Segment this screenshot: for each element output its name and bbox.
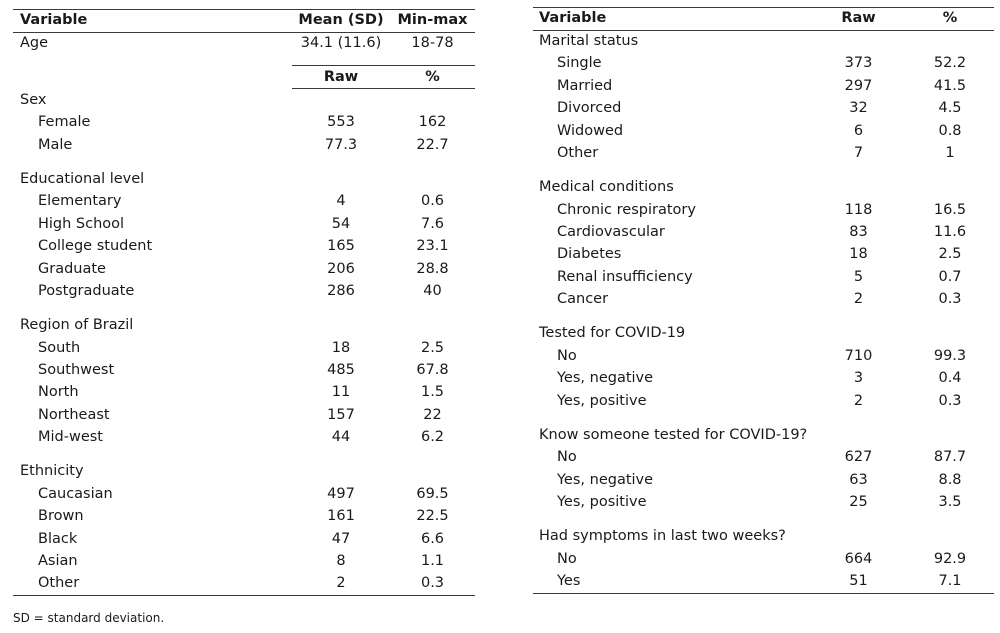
item-region-of-brazil-mid-west-row <box>13 426 475 448</box>
item-know-someone-tested-for-covid-19-yes-positive-row <box>533 491 994 513</box>
item-medical-conditions-renal-insufficiency-label: Renal insufficiency <box>557 268 693 285</box>
item-ethnicity-caucasian-row <box>13 483 475 505</box>
left-subheader-raw: Raw <box>323 69 359 85</box>
item-marital-status-divorced-pct: 4.5 <box>938 100 962 117</box>
item-sex-female-row <box>13 111 475 133</box>
item-medical-conditions-renal-insufficiency-row <box>533 266 994 288</box>
item-educational-level-elementary-raw: 4 <box>336 193 346 210</box>
item-marital-status-other-pct: 1 <box>945 145 955 161</box>
item-know-someone-tested-for-covid-19-yes-positive-label: Yes, positive <box>557 494 647 510</box>
right-header-row <box>533 7 994 29</box>
item-medical-conditions-renal-insufficiency-pct: 0.7 <box>938 268 962 285</box>
item-region-of-brazil-southwest-label: Southwest <box>38 362 115 378</box>
right-bottom-rule <box>533 593 994 594</box>
item-know-someone-tested-for-covid-19-yes-negative-row <box>533 469 994 491</box>
item-marital-status-divorced-label: Divorced <box>557 100 622 117</box>
item-ethnicity-caucasian-label: Caucasian <box>38 485 113 502</box>
item-tested-for-covid-19-no-row <box>533 345 994 367</box>
item-tested-for-covid-19-no-pct: 99.3 <box>933 347 967 364</box>
item-marital-status-widowed-row <box>533 120 994 142</box>
item-tested-for-covid-19-yes-positive-label: Yes, positive <box>557 392 647 409</box>
item-educational-level-postgraduate-label: Postgraduate <box>38 283 135 299</box>
item-marital-status-married-label: Married <box>557 77 613 94</box>
group-know-someone-tested-for-covid-19-title-title: Know someone tested for COVID-19? <box>539 426 808 443</box>
item-ethnicity-other-pct: 0.3 <box>420 575 445 592</box>
item-marital-status-widowed-raw: 6 <box>853 122 864 139</box>
item-educational-level-college-student-row <box>13 235 475 257</box>
item-region-of-brazil-mid-west-pct: 6.2 <box>420 429 445 446</box>
item-educational-level-graduate-raw: 206 <box>327 260 355 277</box>
item-region-of-brazil-southwest-raw: 485 <box>327 362 355 378</box>
age-label: Age <box>20 35 49 51</box>
group-marital-status-title-title: Marital status <box>539 33 639 49</box>
item-know-someone-tested-for-covid-19-yes-negative-raw: 63 <box>849 471 868 488</box>
item-region-of-brazil-north-label: North <box>38 384 79 401</box>
item-had-symptoms-in-last-two-weeks-no-raw: 664 <box>844 550 873 567</box>
item-marital-status-widowed-label: Widowed <box>557 122 624 139</box>
item-marital-status-other-row <box>533 142 994 164</box>
item-sex-male-pct: 22.7 <box>416 136 449 153</box>
item-educational-level-graduate-row <box>13 258 475 280</box>
group-educational-level-title-title: Educational level <box>20 171 145 187</box>
item-ethnicity-black-label: Black <box>38 530 78 547</box>
group-tested-for-covid-19-title-title: Tested for COVID-19 <box>539 325 686 342</box>
item-had-symptoms-in-last-two-weeks-no-label: No <box>557 550 577 567</box>
item-medical-conditions-diabetes-row <box>533 243 994 265</box>
item-medical-conditions-chronic-respiratory-raw: 118 <box>844 201 873 218</box>
item-medical-conditions-diabetes-label: Diabetes <box>557 246 622 263</box>
left-header-mean: Mean (SD) <box>298 12 384 28</box>
item-educational-level-postgraduate-pct: 40 <box>423 283 442 299</box>
item-marital-status-other-raw: 7 <box>853 145 864 161</box>
item-ethnicity-black-pct: 6.6 <box>420 530 445 547</box>
right-header-variable: Variable <box>539 10 607 26</box>
item-had-symptoms-in-last-two-weeks-yes-raw: 51 <box>849 573 868 589</box>
item-educational-level-elementary-row <box>13 190 475 212</box>
item-sex-female-raw: 553 <box>327 114 355 131</box>
item-had-symptoms-in-last-two-weeks-yes-row <box>533 570 994 592</box>
item-medical-conditions-cancer-raw: 2 <box>853 291 864 308</box>
item-medical-conditions-chronic-respiratory-row <box>533 199 994 221</box>
item-marital-status-single-label: Single <box>557 55 602 72</box>
group-ethnicity-title-title: Ethnicity <box>20 463 84 480</box>
item-had-symptoms-in-last-two-weeks-no-pct: 92.9 <box>933 550 967 567</box>
item-educational-level-elementary-label: Elementary <box>38 193 122 210</box>
item-region-of-brazil-mid-west-label: Mid-west <box>38 429 103 446</box>
item-ethnicity-other-label: Other <box>38 575 80 592</box>
item-educational-level-graduate-label: Graduate <box>38 260 106 277</box>
group-educational-level-title-row <box>13 168 475 190</box>
item-medical-conditions-cardiovascular-row <box>533 221 994 243</box>
item-tested-for-covid-19-yes-negative-raw: 3 <box>853 370 864 387</box>
group-marital-status-title-row <box>533 30 994 52</box>
item-region-of-brazil-northeast-label: Northeast <box>38 406 110 423</box>
item-medical-conditions-cardiovascular-raw: 83 <box>849 224 868 240</box>
item-region-of-brazil-south-label: South <box>38 339 81 356</box>
item-know-someone-tested-for-covid-19-yes-negative-pct: 8.8 <box>938 471 962 488</box>
item-ethnicity-asian-label: Asian <box>38 553 78 569</box>
item-ethnicity-brown-row <box>13 505 475 527</box>
item-region-of-brazil-mid-west-raw: 44 <box>331 429 351 446</box>
left-header-row <box>13 9 475 31</box>
item-medical-conditions-cardiovascular-pct: 11.6 <box>933 224 967 240</box>
item-tested-for-covid-19-yes-positive-pct: 0.3 <box>938 392 962 409</box>
item-tested-for-covid-19-no-raw: 710 <box>844 347 873 364</box>
item-medical-conditions-cancer-pct: 0.3 <box>938 291 962 308</box>
item-had-symptoms-in-last-two-weeks-yes-label: Yes <box>557 573 581 589</box>
item-know-someone-tested-for-covid-19-yes-positive-pct: 3.5 <box>938 494 962 510</box>
group-know-someone-tested-for-covid-19-title-row <box>533 424 994 446</box>
group-region-of-brazil-title-title: Region of Brazil <box>20 317 134 334</box>
item-region-of-brazil-northeast-row <box>13 404 475 426</box>
item-tested-for-covid-19-yes-negative-row <box>533 367 994 389</box>
item-tested-for-covid-19-yes-negative-pct: 0.4 <box>938 370 962 387</box>
item-ethnicity-asian-pct: 1.1 <box>420 553 445 569</box>
group-ethnicity-title-row <box>13 460 475 482</box>
group-had-symptoms-in-last-two-weeks-title-row <box>533 525 994 547</box>
item-ethnicity-other-row <box>13 572 475 594</box>
item-educational-level-high-school-row <box>13 213 475 235</box>
item-medical-conditions-diabetes-pct: 2.5 <box>938 246 962 263</box>
left-bottom-rule <box>13 595 475 596</box>
item-region-of-brazil-northeast-pct: 22 <box>423 406 442 423</box>
item-educational-level-high-school-raw: 54 <box>331 215 351 232</box>
item-tested-for-covid-19-yes-positive-raw: 2 <box>853 392 864 409</box>
right-header-raw: Raw <box>841 10 876 26</box>
left-subheader-row <box>13 66 475 88</box>
item-educational-level-high-school-pct: 7.6 <box>420 215 445 232</box>
group-region-of-brazil-title-row <box>13 314 475 336</box>
item-ethnicity-black-raw: 47 <box>331 530 351 547</box>
item-marital-status-other-label: Other <box>557 145 599 161</box>
item-medical-conditions-chronic-respiratory-pct: 16.5 <box>933 201 967 218</box>
item-medical-conditions-diabetes-raw: 18 <box>849 246 868 263</box>
item-educational-level-graduate-pct: 28.8 <box>416 260 449 277</box>
item-medical-conditions-cancer-row <box>533 288 994 310</box>
item-marital-status-divorced-row <box>533 97 994 119</box>
group-sex-title-title: Sex <box>20 92 47 108</box>
item-marital-status-single-pct: 52.2 <box>933 55 967 72</box>
item-ethnicity-brown-pct: 22.5 <box>416 508 449 525</box>
item-ethnicity-other-raw: 2 <box>336 575 346 592</box>
item-marital-status-married-raw: 297 <box>844 77 873 94</box>
left-header-minmax: Min-max <box>397 12 468 28</box>
item-know-someone-tested-for-covid-19-yes-negative-label: Yes, negative <box>557 471 654 488</box>
item-marital-status-divorced-raw: 32 <box>849 100 868 117</box>
item-educational-level-college-student-label: College student <box>38 238 153 255</box>
item-know-someone-tested-for-covid-19-no-row <box>533 446 994 468</box>
age-row <box>13 32 475 54</box>
item-marital-status-married-row <box>533 75 994 97</box>
item-ethnicity-asian-raw: 8 <box>336 553 346 569</box>
left-header-variable: Variable <box>20 12 88 28</box>
age-minmax: 18-78 <box>411 35 454 51</box>
item-sex-male-label: Male <box>38 136 73 153</box>
item-ethnicity-black-row <box>13 528 475 550</box>
item-medical-conditions-cardiovascular-label: Cardiovascular <box>557 224 665 240</box>
group-had-symptoms-in-last-two-weeks-title-title: Had symptoms in last two weeks? <box>539 528 786 545</box>
item-medical-conditions-cancer-label: Cancer <box>557 291 609 308</box>
item-marital-status-married-pct: 41.5 <box>933 77 967 94</box>
item-region-of-brazil-south-raw: 18 <box>331 339 351 356</box>
item-region-of-brazil-northeast-raw: 157 <box>327 406 355 423</box>
group-sex-title-row <box>13 89 475 111</box>
item-tested-for-covid-19-yes-negative-label: Yes, negative <box>557 370 654 387</box>
item-region-of-brazil-southwest-row <box>13 359 475 381</box>
group-medical-conditions-title-title: Medical conditions <box>539 179 674 196</box>
item-educational-level-postgraduate-raw: 286 <box>327 283 355 299</box>
item-region-of-brazil-north-raw: 11 <box>331 384 351 401</box>
item-marital-status-single-row <box>533 52 994 74</box>
left-subheader-pct: % <box>425 69 440 85</box>
item-know-someone-tested-for-covid-19-no-pct: 87.7 <box>933 449 967 466</box>
item-educational-level-college-student-pct: 23.1 <box>416 238 449 255</box>
item-marital-status-widowed-pct: 0.8 <box>938 122 962 139</box>
item-ethnicity-brown-raw: 161 <box>327 508 355 525</box>
item-educational-level-elementary-pct: 0.6 <box>420 193 445 210</box>
item-sex-male-row <box>13 134 475 156</box>
item-region-of-brazil-south-row <box>13 337 475 359</box>
item-ethnicity-caucasian-raw: 497 <box>327 485 355 502</box>
item-know-someone-tested-for-covid-19-no-raw: 627 <box>844 449 873 466</box>
item-tested-for-covid-19-no-label: No <box>557 347 577 364</box>
group-medical-conditions-title-row <box>533 176 994 198</box>
item-educational-level-postgraduate-row <box>13 280 475 302</box>
item-medical-conditions-renal-insufficiency-raw: 5 <box>853 268 864 285</box>
item-had-symptoms-in-last-two-weeks-no-row <box>533 548 994 570</box>
item-region-of-brazil-north-pct: 1.5 <box>420 384 445 401</box>
item-had-symptoms-in-last-two-weeks-yes-pct: 7.1 <box>938 573 962 589</box>
item-know-someone-tested-for-covid-19-yes-positive-raw: 25 <box>849 494 868 510</box>
footnote: SD = standard deviation. <box>13 611 165 625</box>
item-region-of-brazil-southwest-pct: 67.8 <box>416 362 449 378</box>
item-sex-male-raw: 77.3 <box>324 136 358 153</box>
item-educational-level-high-school-label: High School <box>38 215 125 232</box>
item-ethnicity-brown-label: Brown <box>38 508 84 525</box>
item-region-of-brazil-north-row <box>13 381 475 403</box>
item-medical-conditions-chronic-respiratory-label: Chronic respiratory <box>557 201 696 218</box>
group-tested-for-covid-19-title-row <box>533 322 994 344</box>
item-marital-status-single-raw: 373 <box>844 55 873 72</box>
item-region-of-brazil-south-pct: 2.5 <box>420 339 445 356</box>
item-know-someone-tested-for-covid-19-no-label: No <box>557 449 577 466</box>
right-header-pct: % <box>942 10 958 26</box>
item-educational-level-college-student-raw: 165 <box>327 238 355 255</box>
item-sex-female-label: Female <box>38 114 91 131</box>
item-ethnicity-caucasian-pct: 69.5 <box>416 485 449 502</box>
item-tested-for-covid-19-yes-positive-row <box>533 390 994 412</box>
item-sex-female-pct: 162 <box>418 114 447 131</box>
age-mean: 34.1 (11.6) <box>300 35 382 51</box>
item-ethnicity-asian-row <box>13 550 475 572</box>
